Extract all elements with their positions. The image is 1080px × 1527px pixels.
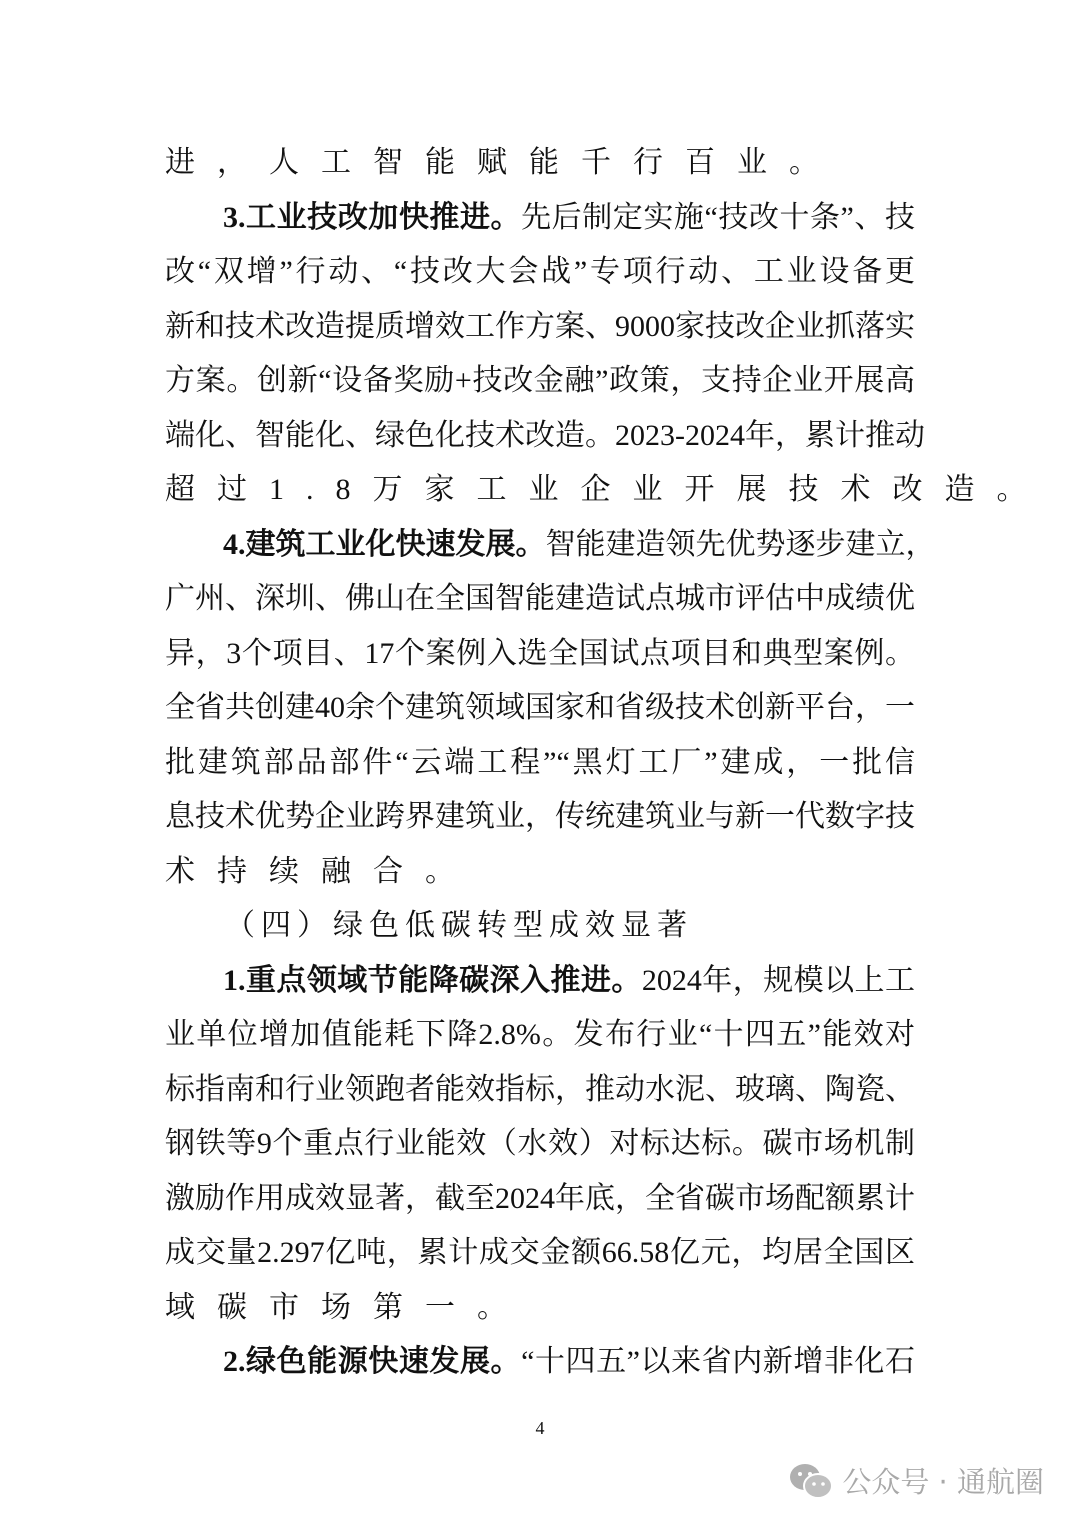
- text-line: [165, 354, 915, 409]
- line-text: 超过1.8万家工业企业开展技术改造。: [165, 473, 1049, 506]
- text-line: [165, 572, 915, 627]
- text-line: [165, 409, 925, 464]
- line-text: 异，3个项目、17个案例入选全国试点项目和典型案例。: [165, 636, 915, 670]
- section-heading: [165, 899, 915, 954]
- line-text: 广州、深圳、佛山在全国智能建造试点城市评估中成绩优: [165, 582, 915, 615]
- line-text: 术持续融合。: [165, 854, 477, 888]
- paragraph-lead: 3.工业技改加快推进。: [223, 200, 522, 234]
- text-line: [165, 1281, 915, 1336]
- text-line: [165, 627, 915, 682]
- text-line: [165, 191, 915, 246]
- page-number: 4: [535, 1418, 545, 1438]
- watermark: [788, 1460, 1044, 1501]
- line-text: 2024年，规模以上工: [641, 963, 916, 997]
- text-line: [165, 463, 1049, 518]
- text-line: [165, 518, 936, 573]
- line-text: （四）绿色低碳转型成效显著: [225, 909, 693, 942]
- line-text: 业单位增加值能耗下降2.8%。发布行业“十四五”能效对: [165, 1018, 915, 1051]
- line-text: 激励作用成效显著，截至2024年底，全省碳市场配额累计: [165, 1181, 915, 1215]
- line-text: 进，人工智能赋能千行百业。: [165, 146, 841, 179]
- paragraph-lead: 1.重点领域节能降碳深入推进。: [223, 963, 642, 997]
- watermark-text: 公众号 · 通航圈: [842, 1465, 1044, 1499]
- text-line: [165, 681, 915, 736]
- line-text: 全省共创建40余个建筑领域国家和省级技术创新平台，一: [165, 691, 915, 724]
- line-text: 先后制定实施“技改十条”、技: [521, 200, 915, 234]
- line-text: 域碳市场第一。: [165, 1290, 529, 1324]
- text-line: [165, 1226, 915, 1281]
- line-text: 标指南和行业领跑者能效指标，推动水泥、玻璃、陶瓷、: [165, 1072, 915, 1106]
- line-text: 改“双增”行动、“技改大会战”专项行动、工业设备更: [165, 255, 915, 288]
- line-text: 成交量2.297亿吨，累计成交金额66.58亿元，均居全国区: [165, 1236, 915, 1269]
- line-text: 息技术优势企业跨界建筑业，传统建筑业与新一代数字技: [165, 800, 915, 833]
- text-line: [165, 1063, 915, 1118]
- paragraph-lead: 4.建筑工业化快速发展。: [223, 527, 546, 561]
- line-text: 批建筑部品部件“云端工程”“黑灯工厂”建成，一批信: [165, 745, 915, 779]
- line-text: “十四五”以来省内新增非化石: [521, 1345, 915, 1378]
- text-line: [165, 736, 915, 791]
- text-line: [165, 845, 915, 900]
- paragraph-lead: 2.绿色能源快速发展。: [223, 1345, 522, 1378]
- text-line: [165, 954, 915, 1009]
- text-line: [165, 300, 915, 355]
- text-line: [165, 136, 915, 191]
- line-text: 端化、智能化、绿色化技术改造。2023-2024年，累计推动: [165, 418, 925, 452]
- document-body: [165, 136, 1049, 1390]
- text-line: [165, 1335, 915, 1390]
- text-line: [165, 1117, 915, 1172]
- line-text: 方案。创新“设备奖励+技改金融”政策，支持企业开展高: [165, 364, 915, 397]
- text-line: [165, 1008, 915, 1063]
- line-text: 钢铁等9个重点行业能效（水效）对标达标。碳市场机制: [165, 1127, 915, 1160]
- text-line: [165, 1172, 915, 1227]
- text-line: [165, 245, 915, 300]
- line-text: 智能建造领先优势逐步建立，: [545, 527, 936, 561]
- wechat-icon: [788, 1461, 834, 1501]
- line-text: 新和技术改造提质增效工作方案、9000家技改企业抓落实: [165, 309, 915, 343]
- text-line: [165, 790, 915, 845]
